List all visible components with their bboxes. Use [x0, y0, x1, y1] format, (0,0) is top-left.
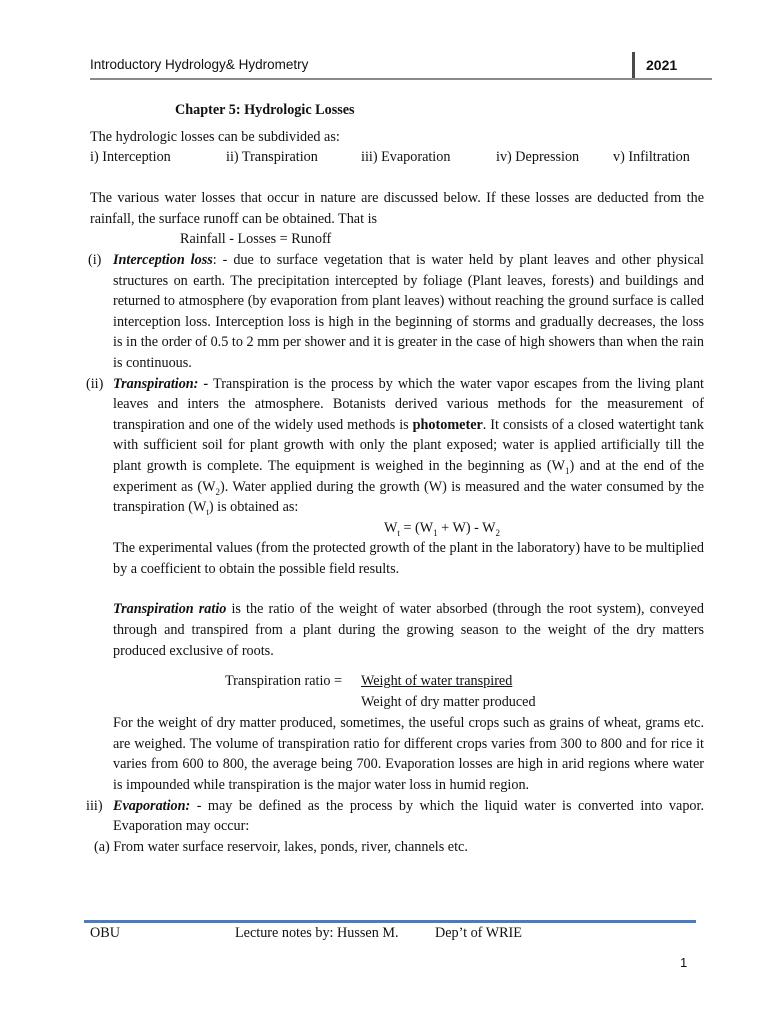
loss-item: iv) Depression — [496, 149, 580, 166]
interception-section — [90, 250, 704, 374]
footer-author: Lecture notes by: Hussen M. — [235, 925, 399, 941]
footer-rule — [84, 920, 696, 923]
ratio-numerator: Weight of water transpired — [361, 673, 513, 690]
photometer-term: photometer — [412, 416, 483, 433]
subscript: t — [206, 506, 209, 517]
ratio-term: Transpiration ratio — [113, 601, 227, 618]
header-year: 2021 — [646, 57, 678, 73]
ratio-explanation: For the weight of dry matter produced, sometimes, the useful crops such as grains of wheat, grams etc. are weighed. The volume of transpiration ratio for different crops varies from 300 to 800 and for rice it varies from 600 to 800, the average being 700. Evaporation losses are high in arid regions where water is impounded while transpiration is the major water loss in humid region. — [113, 715, 704, 794]
loss-item: v) Infiltration — [613, 149, 690, 166]
transpiration-formula: $W_t = (W_1 + W) - W_2$ — [383, 519, 501, 538]
transpiration-section — [86, 374, 704, 518]
item-number: (i) — [88, 251, 102, 268]
ratio-denominator: Weight of dry matter produced — [361, 694, 536, 711]
evaporation-section — [86, 796, 704, 837]
transpiration-text: Transpiration is the process by which the water vapor escapes from the living plant leaves and inters the atmosphere. Botanists derived various methods for the measurement of transpiration and one of the widely used methods is — [113, 375, 704, 433]
footer-department: Dep’t of WRIE — [435, 925, 522, 941]
loss-item: ii) Transpiration — [226, 149, 318, 166]
header-rule — [90, 78, 712, 80]
page-number: 1 — [680, 955, 688, 970]
paragraph-losses: The various water losses that occur in nature are discussed below. If these losses are deducted from the rainfall, the surface runoff can be obtained. That is — [90, 190, 704, 227]
intro-text: The hydrologic losses can be subdivided as: — [90, 128, 340, 145]
transpiration-ratio-definition — [90, 599, 704, 661]
footer-institution: OBU — [90, 925, 120, 941]
evaporation-term: Evaporation: — [113, 797, 191, 814]
ratio-label: Transpiration ratio = — [225, 673, 343, 690]
item-number: iii) — [86, 797, 103, 814]
runoff-equation: Rainfall - Losses = Runoff — [180, 231, 332, 248]
interception-term: Interception loss — [113, 251, 213, 268]
transpiration-term: Transpiration: - — [113, 375, 209, 392]
experimental-values-text: The experimental values (from the protected growth of the plant in the laboratory) have to be multiplied by a coefficient to obtain the possible field results. — [113, 540, 704, 577]
losses-list — [90, 147, 704, 168]
subscript: 1 — [565, 465, 570, 476]
item-number: (ii) — [86, 375, 104, 392]
chapter-title: Chapter 5: Hydrologic Losses — [175, 102, 355, 118]
page-footer — [90, 925, 710, 947]
interception-text: : - due to surface vegetation that is water held by plant leaves and other physical structures on earth. The precipitation intercepted by foliage (Plant leaves, forests) and buildings and returned to atmosphere (by evaporation from plant leaves) without reaching the ground surface is called interception loss. Interception loss is high in the beginning of storms and gradually decreases, the loss is in the order of 0.5 to 2 mm per shower and it is greater in the case of high showers than when the rain is continuous. — [113, 251, 704, 371]
document-body — [86, 100, 705, 857]
transpiration-text: ). Water applied during the growth (W) is measured and the water consumed by the transpiration (W — [113, 478, 704, 516]
loss-item: i) Interception — [90, 149, 171, 166]
subscript: 2 — [215, 486, 220, 497]
loss-item: iii) Evaporation — [361, 149, 451, 166]
evaporation-text: - may be defined as the process by which the liquid water is converted into vapor. Evaporation may occur: — [113, 797, 704, 835]
transpiration-text: . It consists of a closed watertight tank with sufficient soil for plant growth with only the plant exposed; water is applied artificially till the plant growth is complete. The equipment is weighed in the beginning as (W — [113, 416, 704, 474]
ratio-text: is the ratio of the weight of water absorbed (through the root system), conveyed through and transpired from a plant during the growing season to the weight of the dry matters produced exclusive of roots. — [113, 601, 705, 659]
page-header — [90, 52, 712, 80]
transpiration-ratio-formula — [90, 671, 704, 713]
transpiration-text: ) and at the end of the experiment as (W — [113, 457, 704, 495]
evaporation-item-a: (a) From water surface reservoir, lakes, ponds, river, channels etc. — [94, 838, 468, 855]
course-title: Introductory Hydrology& Hydrometry — [90, 57, 309, 72]
header-divider — [632, 52, 635, 79]
transpiration-text: ) is obtained as: — [208, 499, 299, 516]
